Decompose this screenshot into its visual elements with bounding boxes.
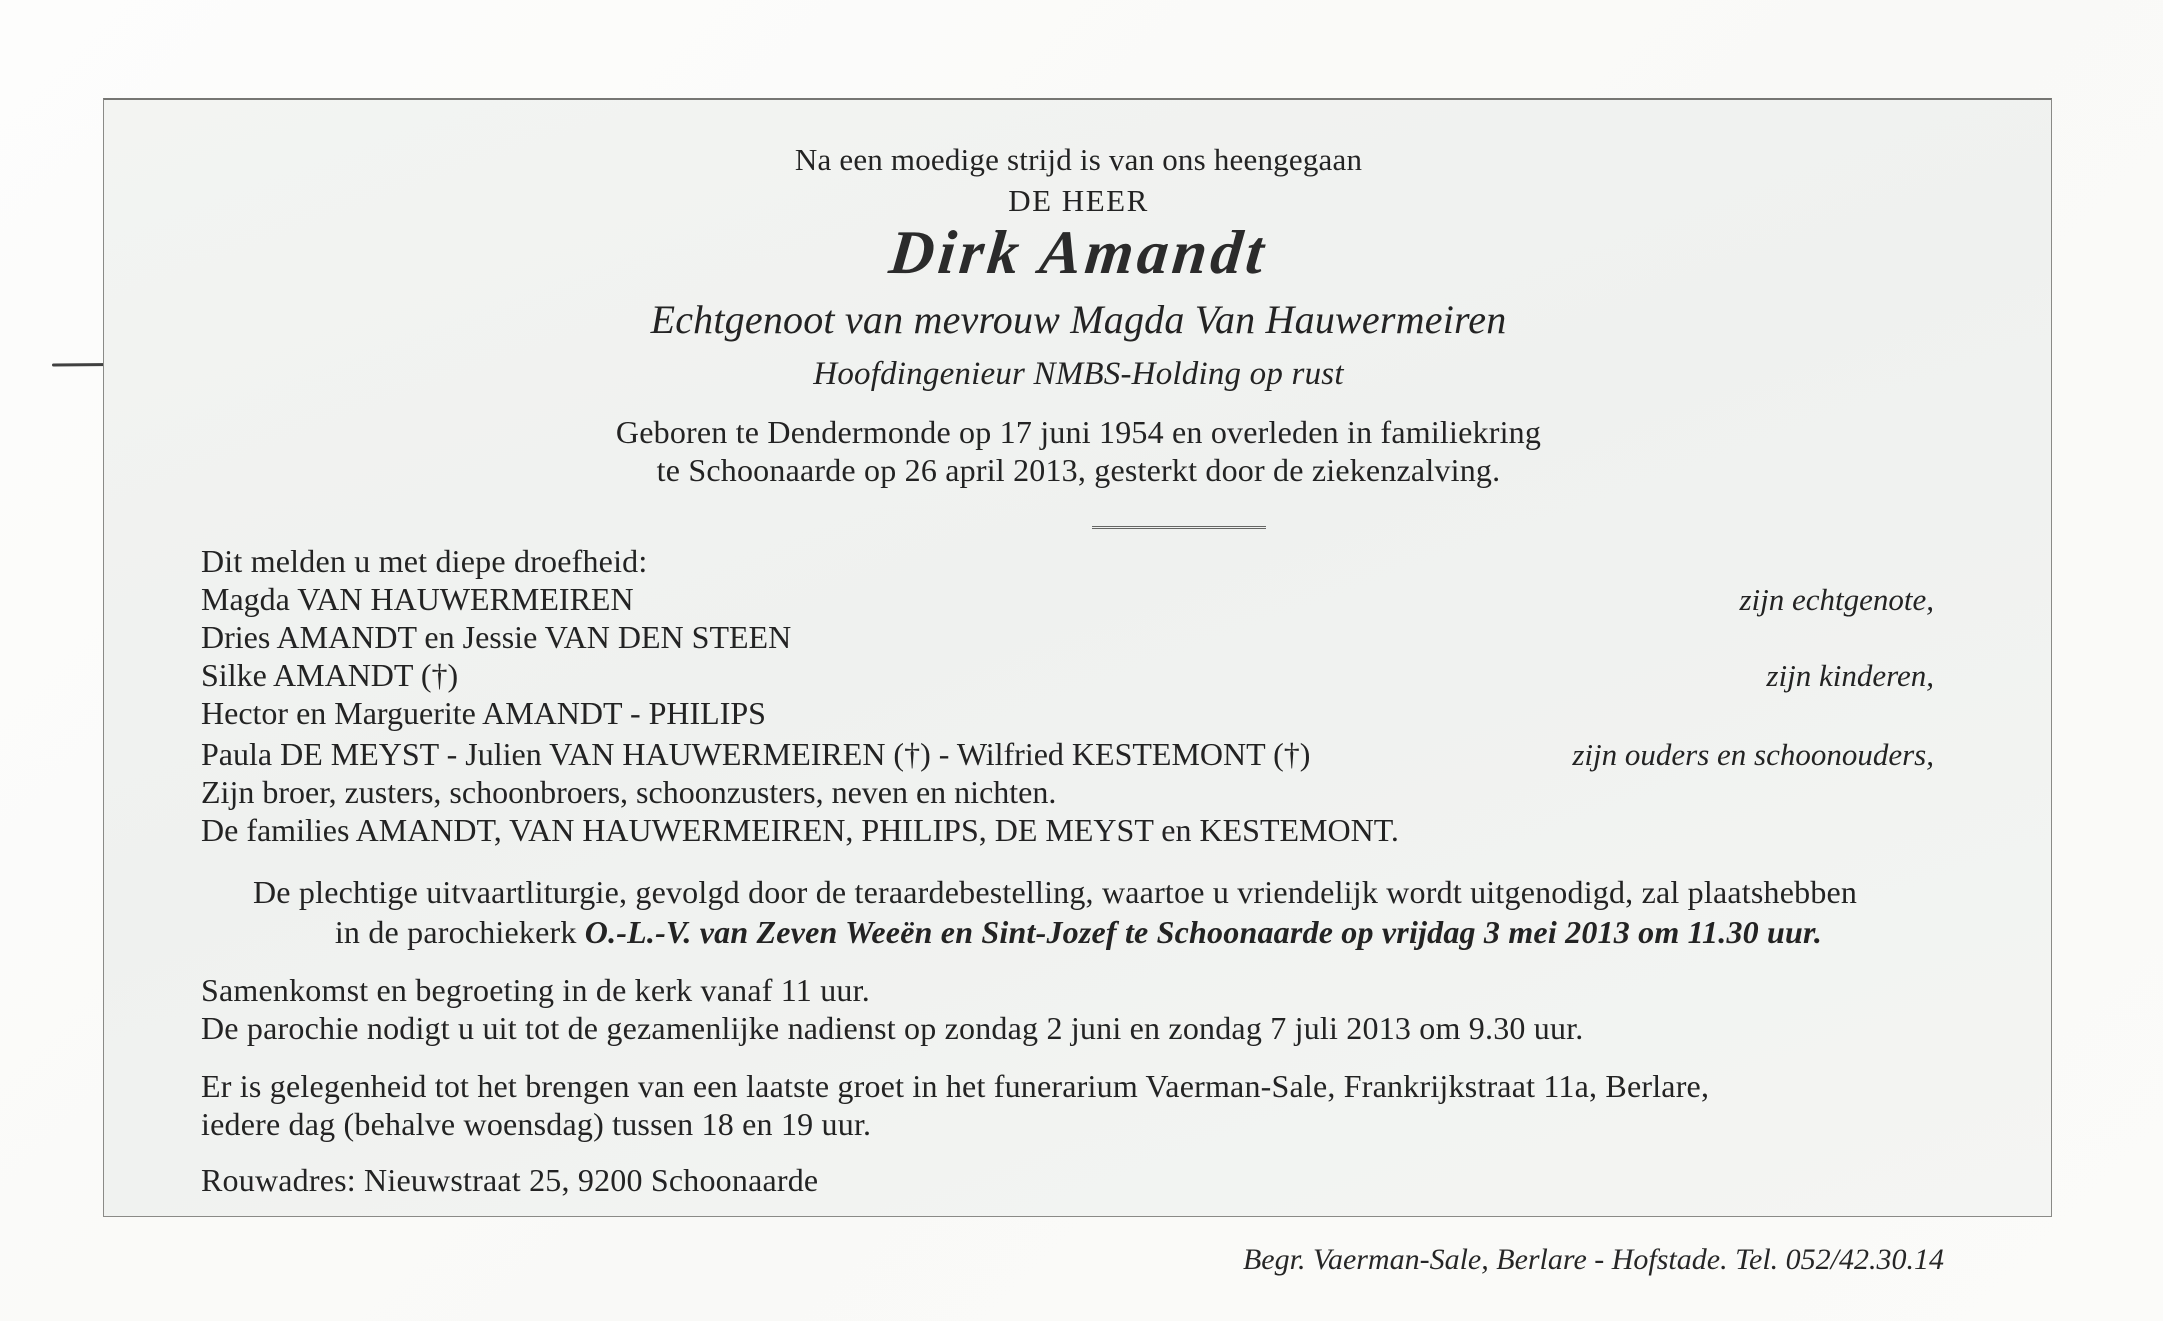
birth-death-line-2: te Schoonaarde op 26 april 2013, gesterkt door de ziekenzalving. (656, 452, 1501, 488)
memorial-line: De parochie nodigt u uit tot de gezamenlijke nadienst op zondag 2 juni en zondag 7 juli 2013 om 9.30 uur. (201, 1010, 1584, 1046)
family-row (201, 657, 1934, 694)
liturgy-line-2 (104, 914, 2053, 951)
family-names: Silke AMANDT (†) (201, 657, 459, 693)
birth-death-line-1: Geboren te Dendermonde op 17 juni 1954 en overleden in familiekring (615, 414, 1542, 450)
family-row (201, 695, 1934, 732)
spouse-line: Echtgenoot van mevrouw Magda Van Hauwermeiren (650, 297, 1507, 342)
liturgy-line-1: De plechtige uitvaartliturgie, gevolgd door de teraardebestelling, waartoe u vriendelijk wordt uitgenodigd, zal plaatshebben (253, 874, 1858, 910)
deceased-name: Dirk Amandt (886, 219, 1271, 287)
family-relation: zijn kinderen, (1766, 658, 1934, 693)
viewing-line-2: iedere dag (behalve woensdag) tussen 18 en 19 uur. (201, 1106, 872, 1142)
undertaker-footer: Begr. Vaerman-Sale, Berlare - Hofstade. Tel. 052/42.30.14 (1242, 1243, 1944, 1276)
family-row (201, 774, 1934, 811)
liturgy-line-2-emphasis: O.-L.-V. van Zeven Weeën en Sint-Jozef te Schoonaarde op vrijdag 3 mei 2013 om 11.30 uur. (584, 914, 1823, 950)
family-names: Magda VAN HAUWERMEIREN (201, 581, 634, 617)
family-relation: zijn echtgenote, (1739, 582, 1934, 617)
family-intro: Dit melden u met diepe droefheid: (201, 543, 648, 579)
family-names: Hector en Marguerite AMANDT - PHILIPS (201, 695, 766, 731)
family-names: Dries AMANDT en Jessie VAN DEN STEEN (201, 619, 792, 655)
family-row (201, 736, 1934, 773)
obituary-card (103, 98, 2052, 1217)
profession-line: Hoofdingenieur NMBS-Holding op rust (813, 356, 1344, 392)
gathering-line: Samenkomst en begroeting in de kerk vanaf 11 uur. (201, 972, 870, 1008)
mourning-address: Rouwadres: Nieuwstraat 25, 9200 Schoonaarde (201, 1162, 819, 1198)
family-names: De families AMANDT, VAN HAUWERMEIREN, PHILIPS, DE MEYST en KESTEMONT. (201, 812, 1399, 848)
honorific: DE HEER (1008, 183, 1149, 218)
family-names: Paula DE MEYST - Julien VAN HAUWERMEIREN (†) - Wilfried KESTEMONT (†) (201, 736, 1311, 772)
family-names: Zijn broer, zusters, schoonbroers, schoonzusters, neven en nichten. (201, 774, 1057, 810)
family-row (201, 619, 1934, 656)
family-relation: zijn ouders en schoonouders, (1572, 737, 1934, 772)
viewing-line-1: Er is gelegenheid tot het brengen van een laatste groet in het funerarium Vaerman-Sale, Frankrijkstraat 11a, Berlare, (201, 1068, 1710, 1104)
family-row (201, 812, 1934, 849)
section-divider (1092, 526, 1266, 530)
liturgy-line-2-prefix: in de parochiekerk (334, 914, 585, 950)
family-row (201, 581, 1934, 618)
intro-line: Na een moedige strijd is van ons heengegaan (794, 142, 1363, 177)
